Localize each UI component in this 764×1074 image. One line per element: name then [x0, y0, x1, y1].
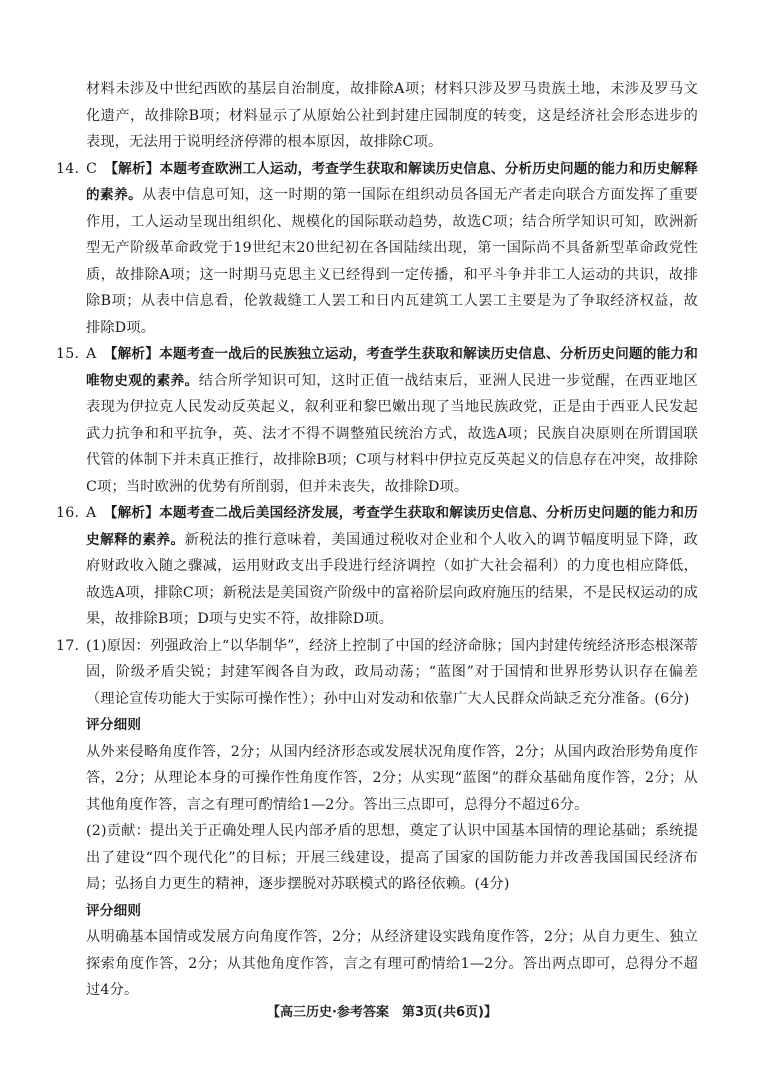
part-1-answer: (1)原因：列强政治上“以华制华”，经济上控制了中国的经济命脉；国内封建传统经济形态根深蒂固，阶级矛盾尖锐；封建军阀各自为政，政局动荡；“蓝图”对于国情和世界形势认识存在偏差（理论宣传功能大于实际可操作性）；孙中山对发动和依靠广大人民群众尚缺乏充分准备。(6分): [86, 637, 698, 707]
analysis-tag: 【解析】: [103, 346, 160, 362]
answer-letter: A: [86, 346, 97, 362]
answer-letter: C: [86, 160, 98, 177]
intro-paragraph: 材料未涉及中世纪西欧的基层自治制度，故排除A项；材料只涉及罗马贵族土地，未涉及罗马文化遗产，故排除B项；材料显示了从原始公社到封建庄园制度的转变，这是经济社会形态进步的表现，无法用于说明经济停滞的根本原因，故排除C项。: [86, 81, 698, 150]
question-17: [56, 633, 698, 713]
analysis-body: 从表中信息可知，这一时期的第一国际在组织动员各国无产者走向联合方面发挥了重要作用，工人运动呈现出组织化、规模化的国际联动趋势，故选C项；结合所学知识可知，欧洲新型无产阶级革命政党于19世纪末20世纪初在各国陆续出现，第一国际尚不具备新型革命政党性质，故排除A项；这一时期马克思主义已经得到一定传播，和平斗争并非工人运动的共识，故排除B项；从表中信息看，伦敦裁缝工人罢工和日内瓦建筑工人罢工主要是为了争取经济权益，故排除D项。: [86, 187, 698, 336]
page-footer: 【高三历史·参考答案 第3页(共6页)】: [267, 1005, 497, 1020]
question-16: [56, 500, 698, 633]
question-15: [56, 341, 698, 500]
scoring-rules-text: 从明确基本国情或发展方向角度作答，2分；从经济建设实践角度作答，2分；从自力更生、独立探索角度作答，2分；从其他角度作答，言之有理可酌情给1—2分。答出两点即可，总得分不超过4分。: [86, 929, 698, 998]
scoring-rules-heading: 评分细则: [86, 717, 142, 733]
question-number: 17.: [56, 637, 80, 654]
answer-content: [56, 76, 698, 1004]
analysis-lead: 本题考查一战后的民族独立运动，考查学生获取和解读历史信息、分析历史问题的能力和唯物史观的素养。: [86, 346, 698, 389]
scoring-rules-heading: 评分细则: [86, 902, 142, 919]
analysis-tag: 【解析】: [104, 160, 160, 177]
part-2-answer: (2)贡献：提出关于正确处理人民内部矛盾的思想，奠定了认识中国基本国情的理论基础；系统提出了建设“四个现代化”的目标；开展三线建设，提高了国家的国防能力并改善我国国民经济布局；弘扬自力更生的精神，逐步摆脱对苏联模式的路径依赖。(4分): [86, 823, 698, 892]
analysis-tag: 【解析】: [103, 505, 160, 521]
analysis-lead: 本题考查欧洲工人运动，考查学生获取和解读历史信息、分析历史问题的能力和历史解释的素养。: [86, 160, 698, 203]
answer-letter: A: [86, 505, 97, 521]
analysis-body: 结合所学知识可知，这时正值一战结束后，亚洲人民进一步觉醒，在西亚地区表现为伊拉克人民发动反英起义，叙利亚和黎巴嫩出现了当地民族政党，正是由于西亚人民发起武力抗争和和平抗争，英、法才不得不调整殖民统治方式，故选A项；民族自决原则在所谓国联代管的体制下并未真正推行，故排除B项；C项与材料中伊拉克反英起义的信息存在冲突，故排除C项；当时欧洲的优势有所削弱，但并未丧失，故排除D项。: [86, 372, 698, 495]
question-14: [56, 156, 698, 342]
analysis-lead: 本题考查二战后美国经济发展，考查学生获取和解读历史信息、分析历史问题的能力和历史解释的素养。: [86, 505, 698, 548]
analysis-body: 新税法的推行意味着，美国通过税收对企业和个人收入的调节幅度明显下降，政府财政收入随之骤减，运用财政支出手段进行经济调控（如扩大社会福利）的力度也相应降低，故选A项，排除C项；新税法是美国资产阶级中的富裕阶层向政府施压的结果，不是民权运动的成果，故排除B项；D项与史实不符，故排除D项。: [86, 531, 698, 627]
question-number: 15.: [56, 346, 80, 362]
question-number: 14.: [56, 160, 80, 177]
scoring-rules-text: 从外来侵略角度作答，2分；从国内经济形态或发展状况角度作答，2分；从国内政治形势角度作答，2分；从理论本身的可操作性角度作答，2分；从实现“蓝图”的群众基础角度作答，2分；从其他角度作答，言之有理可酌情给1—2分。答出三点即可，总得分不超过6分。: [86, 743, 698, 813]
question-number: 16.: [56, 505, 80, 521]
